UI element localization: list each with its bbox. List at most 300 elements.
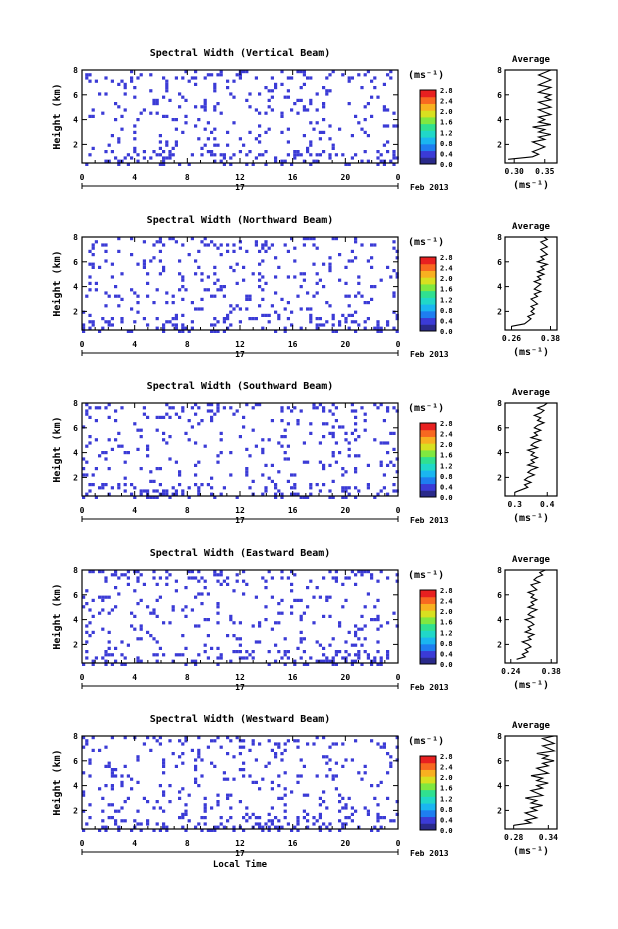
heatmap-cell	[104, 160, 107, 163]
heatmap-cell	[338, 253, 341, 256]
heatmap-cell	[370, 256, 373, 259]
heatmap-cell	[165, 86, 168, 89]
heatmap-cell	[284, 160, 287, 163]
colorbar-unit: (ms⁻¹)	[408, 70, 445, 81]
heatmap-cell	[85, 409, 88, 412]
heatmap-cell	[111, 608, 114, 611]
heatmap-cell	[117, 576, 120, 579]
heatmap-cell	[104, 765, 107, 768]
heatmap-cell	[351, 409, 354, 412]
avg-x-tick-label: 0.34	[538, 833, 558, 842]
heatmap-cell	[181, 816, 184, 819]
heatmap-cell	[140, 599, 143, 602]
heatmap-cell	[255, 240, 258, 243]
heatmap-cell	[114, 573, 117, 576]
heatmap-cell	[159, 596, 162, 599]
heatmap-cell	[306, 108, 309, 111]
heatmap-cell	[316, 774, 319, 777]
heatmap-cell	[264, 131, 267, 134]
heatmap-cell	[268, 762, 271, 765]
heatmap-cell	[178, 473, 181, 476]
heatmap-cell	[111, 653, 114, 656]
heatmap-cell	[124, 451, 127, 454]
x-tick-label: 8	[184, 506, 190, 515]
heatmap-cell	[159, 416, 162, 419]
heatmap-cell	[111, 323, 114, 326]
colorbar-segment	[420, 450, 436, 457]
heatmap-cell	[239, 150, 242, 153]
heatmap-cell	[303, 73, 306, 76]
heatmap-cell	[130, 253, 133, 256]
heatmap-cells	[82, 237, 399, 333]
heatmap-cell	[136, 301, 139, 304]
heatmap-cell	[293, 486, 296, 489]
heatmap-cell	[351, 250, 354, 253]
heatmap-cell	[392, 406, 395, 409]
heatmap-cell	[258, 816, 261, 819]
heatmap-cell	[354, 583, 357, 586]
heatmap-cell	[204, 618, 207, 621]
heatmap-cell	[316, 819, 319, 822]
heatmap-cell	[386, 124, 389, 127]
panel-2	[51, 214, 560, 359]
heatmap-cell	[376, 615, 379, 618]
heatmap-cell	[380, 160, 383, 163]
heatmap-cell	[319, 816, 322, 819]
heatmap-cell	[232, 755, 235, 758]
heatmap-cell	[252, 781, 255, 784]
heatmap-cell	[223, 580, 226, 583]
heatmap-cell	[300, 618, 303, 621]
heatmap-cell	[143, 156, 146, 159]
heatmap-cell	[290, 108, 293, 111]
heatmap-cell	[149, 749, 152, 752]
heatmap-cell	[367, 656, 370, 659]
heatmap-cell	[181, 813, 184, 816]
heatmap-cell	[312, 295, 315, 298]
heatmap-cell	[207, 73, 210, 76]
heatmap-cell	[332, 425, 335, 428]
heatmap-cell	[165, 291, 168, 294]
heatmap-cell	[136, 660, 139, 663]
heatmap-cell	[226, 80, 229, 83]
heatmap-cell	[325, 89, 328, 92]
heatmap-cell	[124, 108, 127, 111]
heatmap-cell	[191, 608, 194, 611]
heatmap-cell	[197, 784, 200, 787]
heatmap-cell	[117, 592, 120, 595]
heatmap-cell	[216, 800, 219, 803]
heatmap-cell	[319, 813, 322, 816]
colorbar-segment	[420, 277, 436, 284]
heatmap-cell	[380, 746, 383, 749]
heatmap-cell	[328, 489, 331, 492]
heatmap-cell	[88, 441, 91, 444]
heatmap-cell	[146, 282, 149, 285]
heatmap-cell	[268, 826, 271, 829]
heatmap-cell	[146, 416, 149, 419]
heatmap-cell	[92, 108, 95, 111]
heatmap-cell	[242, 768, 245, 771]
heatmap-cell	[130, 156, 133, 159]
heatmap-cell	[236, 409, 239, 412]
average-x-label: (ms⁻¹)	[512, 680, 550, 691]
heatmap-cell	[376, 742, 379, 745]
heatmap-cell	[383, 124, 386, 127]
heatmap-cell	[284, 96, 287, 99]
heatmap-cell	[370, 784, 373, 787]
heatmap-cell	[178, 92, 181, 95]
heatmap-cell	[328, 615, 331, 618]
heatmap-cell	[367, 160, 370, 163]
heatmap-cell	[332, 742, 335, 745]
heatmap-cell	[351, 813, 354, 816]
average-x-label: (ms⁻¹)	[512, 846, 550, 857]
heatmap-cell	[380, 279, 383, 282]
heatmap-cell	[354, 115, 357, 118]
heatmap-cell	[194, 76, 197, 79]
colorbar-tick-label: 0.0	[440, 494, 453, 502]
heatmap-cell	[284, 816, 287, 819]
heatmap-cell	[136, 448, 139, 451]
heatmap-cell	[309, 656, 312, 659]
heatmap-cell	[175, 118, 178, 121]
heatmap-cell	[348, 653, 351, 656]
heatmap-cell	[156, 800, 159, 803]
heatmap-cell	[232, 589, 235, 592]
heatmap-cell	[344, 640, 347, 643]
heatmap-cell	[104, 660, 107, 663]
heatmap-cell	[284, 794, 287, 797]
heatmap-cell	[252, 429, 255, 432]
heatmap-cell	[248, 131, 251, 134]
heatmap-cell	[239, 752, 242, 755]
heatmap-cell	[392, 327, 395, 330]
heatmap-cell	[136, 656, 139, 659]
heatmap-cell	[194, 778, 197, 781]
heatmap-cell	[322, 86, 325, 89]
heatmap-cell	[207, 137, 210, 140]
heatmap-cell	[216, 647, 219, 650]
heatmap-cell	[216, 605, 219, 608]
heatmap-cell	[130, 493, 133, 496]
heatmap-cell	[223, 295, 226, 298]
heatmap-cell	[364, 301, 367, 304]
heatmap-cell	[383, 108, 386, 111]
heatmap-cell	[239, 76, 242, 79]
heatmap-cell	[223, 320, 226, 323]
heatmap-cell	[210, 493, 213, 496]
heatmap-cell	[370, 243, 373, 246]
heatmap-cell	[168, 435, 171, 438]
heatmap-cell	[162, 810, 165, 813]
heatmap-cell	[204, 144, 207, 147]
heatmap-cell	[312, 621, 315, 624]
heatmap-cell	[344, 317, 347, 320]
heatmap-cell	[200, 272, 203, 275]
heatmap-cell	[143, 108, 146, 111]
heatmap-cell	[152, 150, 155, 153]
heatmap-cell	[92, 266, 95, 269]
heatmap-cell	[146, 448, 149, 451]
heatmap-cell	[114, 285, 117, 288]
heatmap-cell	[312, 742, 315, 745]
heatmap-cell	[210, 762, 213, 765]
heatmap-cell	[364, 327, 367, 330]
heatmap-cell	[172, 147, 175, 150]
heatmap-cell	[162, 790, 165, 793]
colorbar	[420, 756, 436, 831]
heatmap-cell	[271, 304, 274, 307]
heatmap-cell	[245, 806, 248, 809]
colorbar-segment	[420, 423, 436, 430]
heatmap-cell	[312, 160, 315, 163]
heatmap-cell	[389, 432, 392, 435]
heatmap-cell	[236, 304, 239, 307]
heatmap-cell	[178, 272, 181, 275]
heatmap-cell	[376, 150, 379, 153]
heatmap-cell	[338, 128, 341, 131]
heatmap-cell	[306, 586, 309, 589]
heatmap-cell	[92, 599, 95, 602]
y-axis-label: Height (km)	[52, 416, 63, 483]
heatmap-cell	[159, 140, 162, 143]
heatmap-cell	[351, 134, 354, 137]
heatmap-cell	[216, 826, 219, 829]
heatmap-cell	[344, 438, 347, 441]
heatmap-cell	[194, 272, 197, 275]
heatmap-cell	[274, 816, 277, 819]
heatmap-cell	[210, 419, 213, 422]
heatmap-cell	[277, 797, 280, 800]
heatmap-cell	[322, 615, 325, 618]
x-tick-label: 4	[132, 673, 138, 682]
heatmap-cell	[156, 112, 159, 115]
colorbar-segment	[420, 817, 436, 824]
heatmap-cell	[229, 618, 232, 621]
heatmap-cell	[200, 307, 203, 310]
heatmap-cell	[348, 576, 351, 579]
heatmap-cell	[159, 134, 162, 137]
heatmap-cell	[335, 153, 338, 156]
colorbar-tick-label: 2.0	[440, 608, 453, 617]
heatmap-cell	[143, 259, 146, 262]
heatmap-cell	[386, 323, 389, 326]
heatmap-cell	[284, 742, 287, 745]
heatmap-cell	[328, 263, 331, 266]
heatmap-cell	[127, 797, 130, 800]
x-tick-label: 4	[132, 173, 138, 182]
heatmap-cell	[300, 656, 303, 659]
heatmap-cell	[104, 784, 107, 787]
heatmap-cell	[232, 778, 235, 781]
heatmap-cell	[344, 282, 347, 285]
heatmap-cell	[239, 768, 242, 771]
heatmap-cell	[264, 489, 267, 492]
heatmap-cell	[290, 583, 293, 586]
heatmap-cell	[287, 76, 290, 79]
heatmap-cell	[181, 275, 184, 278]
heatmap-cell	[274, 160, 277, 163]
heatmap-cell	[376, 803, 379, 806]
x-tick-label: 8	[184, 839, 190, 848]
colorbar-tick-label: 1.2	[440, 129, 453, 138]
heatmap-cell	[242, 266, 245, 269]
heatmap-cell	[175, 240, 178, 243]
heatmap-cell	[207, 121, 210, 124]
heatmap-cell	[322, 800, 325, 803]
heatmap-cell	[245, 298, 248, 301]
heatmap-cell	[143, 240, 146, 243]
heatmap-cell	[159, 250, 162, 253]
heatmap-cell	[316, 160, 319, 163]
avg-y-tick-label: 4	[497, 448, 502, 458]
heatmap-cell	[335, 774, 338, 777]
heatmap-cell	[293, 153, 296, 156]
heatmap-cell	[104, 451, 107, 454]
heatmap-cell	[223, 285, 226, 288]
heatmap-cell	[264, 250, 267, 253]
heatmap-cell	[319, 489, 322, 492]
heatmap-cell	[376, 406, 379, 409]
heatmap-cell	[376, 628, 379, 631]
heatmap-cell	[287, 140, 290, 143]
heatmap-cell	[101, 656, 104, 659]
heatmap-cell	[165, 413, 168, 416]
heatmap-cell	[197, 118, 200, 121]
colorbar-segment	[420, 624, 436, 631]
heatmap-cell	[239, 247, 242, 250]
heatmap-cell	[380, 781, 383, 784]
heatmap-cell	[296, 419, 299, 422]
heatmap-cell	[367, 483, 370, 486]
heatmap-cell	[188, 486, 191, 489]
colorbar-tick-label: 1.6	[440, 784, 453, 793]
day-label: 17	[235, 183, 245, 192]
heatmap-cell	[136, 576, 139, 579]
heatmap-cell	[360, 628, 363, 631]
heatmap-cell	[242, 762, 245, 765]
heatmap-cell	[284, 653, 287, 656]
colorbar-tick-label: 2.0	[440, 774, 453, 783]
heatmap-cell	[300, 640, 303, 643]
heatmap-cell	[364, 429, 367, 432]
heatmap-cell	[165, 144, 168, 147]
heatmap-cell	[210, 739, 213, 742]
heatmap-cell	[351, 758, 354, 761]
heatmap-cell	[114, 118, 117, 121]
heatmap-cell	[255, 156, 258, 159]
panel-3	[51, 380, 557, 525]
heatmap-cell	[133, 320, 136, 323]
heatmap-cell	[335, 650, 338, 653]
heatmap-cell	[252, 739, 255, 742]
panel-title: Spectral Width (Southward Beam)	[146, 381, 334, 392]
colorbar-segment	[420, 297, 436, 304]
heatmap-cell	[194, 124, 197, 127]
heatmap-cell	[216, 461, 219, 464]
heatmap-cell	[242, 425, 245, 428]
heatmap-cell	[271, 576, 274, 579]
heatmap-cell	[120, 272, 123, 275]
heatmap-cell	[357, 282, 360, 285]
heatmap-cell	[264, 150, 267, 153]
heatmap-cell	[136, 755, 139, 758]
heatmap-cell	[383, 486, 386, 489]
heatmap-cell	[133, 486, 136, 489]
heatmap-cell	[101, 826, 104, 829]
y-tick-label: 4	[73, 448, 78, 458]
heatmap-cell	[280, 599, 283, 602]
colorbar-segment	[420, 463, 436, 470]
heatmap-cell	[232, 269, 235, 272]
heatmap-cell	[335, 742, 338, 745]
heatmap-cell	[325, 92, 328, 95]
heatmap-cell	[117, 304, 120, 307]
colorbar-segment	[420, 257, 436, 264]
heatmap-cell	[338, 819, 341, 822]
y-tick-label: 6	[73, 590, 78, 600]
heatmap-cell	[354, 295, 357, 298]
heatmap-cell	[332, 454, 335, 457]
heatmap-cell	[380, 660, 383, 663]
heatmap-cell	[312, 243, 315, 246]
heatmap-cell	[319, 131, 322, 134]
heatmap-cell	[143, 413, 146, 416]
heatmap-cell	[146, 819, 149, 822]
heatmap-cell	[357, 323, 360, 326]
heatmap-cell	[181, 298, 184, 301]
heatmap-cell	[296, 822, 299, 825]
heatmap-cell	[226, 144, 229, 147]
heatmap-cell	[316, 660, 319, 663]
heatmap-cell	[136, 637, 139, 640]
x-tick-label: 0	[395, 839, 401, 848]
heatmap-cell	[204, 76, 207, 79]
heatmap-cell	[146, 445, 149, 448]
heatmap-cell	[255, 243, 258, 246]
heatmap-cell	[274, 311, 277, 314]
heatmap-cell	[146, 489, 149, 492]
avg-y-tick-label: 8	[497, 66, 502, 75]
heatmap-cell	[226, 752, 229, 755]
heatmap-cell	[136, 311, 139, 314]
heatmap-cell	[287, 153, 290, 156]
heatmap-cell	[245, 99, 248, 102]
heatmap-cell	[322, 435, 325, 438]
heatmap-cell	[354, 470, 357, 473]
colorbar-segment	[420, 769, 436, 776]
heatmap-cell	[357, 653, 360, 656]
panel-4	[51, 547, 561, 692]
heatmap-cell	[181, 752, 184, 755]
heatmap-cell	[146, 822, 149, 825]
heatmap-cell	[380, 816, 383, 819]
heatmap-cell	[252, 624, 255, 627]
heatmap-cell	[348, 448, 351, 451]
heatmap-cell	[367, 464, 370, 467]
heatmap-cell	[104, 243, 107, 246]
heatmap-cell	[268, 99, 271, 102]
heatmap-cell	[136, 602, 139, 605]
colorbar-segment	[420, 103, 436, 110]
heatmap-cell	[197, 493, 200, 496]
heatmap-cell	[287, 480, 290, 483]
heatmap-cell	[95, 467, 98, 470]
heatmap-cell	[242, 144, 245, 147]
heatmap-cell	[328, 822, 331, 825]
heatmap-cell	[338, 451, 341, 454]
